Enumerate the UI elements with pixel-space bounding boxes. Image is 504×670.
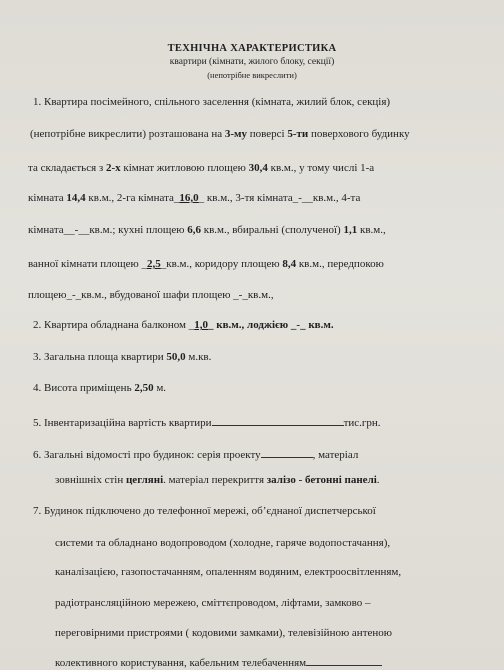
value-blank [212,414,344,426]
corridor-value: 8,4 [282,258,297,270]
document-note: (непотрібне викреслити) [207,70,297,80]
p1-line3: та складається з 2-х кімнат житловою площею 30,4 кв.м., у тому числі 1-а [28,162,375,174]
p1-line1: 1. Квартира посімейного, спільного заселення (кімната, жилий блок, секція) [33,96,391,108]
p7-line2: системи та обладнано водопроводом (холодне, гаряче водопостачання), [55,537,391,549]
p5-line: 5. Інвентаризаційна вартість квартири тис.грн. [33,414,381,429]
kitchen-value: 6,6 [187,224,201,236]
p7-line1: 7. Будинок підключено до телефонної мережі, об’єднаної диспетчерської [33,505,376,517]
rooms-value: 2-х [105,162,121,174]
height-value: 2,50 [134,382,154,394]
p1-line4: кімната 14,4 кв.м., 2-га кімната_16,0_ кв.м., 3-тя кімната_-__кв.м., 4-та [28,192,361,204]
room2-value: 16,0 [179,192,199,204]
slabs-value: залізо - бетонні панелі [266,474,377,486]
p7-line5: переговірними пристроями ( кодовими замками), телевізійною антеною [55,627,392,639]
living-area-value: 30,4 [248,162,268,174]
p1-line6: ванної кімнати площею _2,5_кв.м., коридору площею 8,4 кв.м., передпокою [28,258,384,270]
p7-line6: колективного користування, кабельним телебаченням [55,654,382,669]
total-area-value: 50,0 [166,351,186,363]
document-subtitle: квартири (кімнати, жилого блоку, секції) [169,57,335,67]
room1-value: 14,4 [66,192,86,204]
floors-total-value: 5-ти [287,128,309,140]
p4-line: 4. Висота приміщень 2,50 м. [33,382,167,394]
p2-line: 2. Квартира обладнана балконом _1,0_ кв.м., лоджією _-_ кв.м. [33,319,334,331]
floor-value: 3-му [224,128,247,140]
p3-line: 3. Загальна площа квартири 50,0 м.кв. [33,351,212,363]
p1-line2: (непотрібне викреслити) розташована на 3-му поверсі 5-ти поверхового будинку [30,128,410,140]
p1-line5: кімната__-__кв.м.; кухні площею 6,6 кв.м., вбиральні (сполученої) 1,1 кв.м., [28,224,386,236]
p6-line2: зовнішніх стін цегляні. матеріал перекриття залізо - бетонні панелі. [55,474,380,486]
document-title: ТЕХНІЧНА ХАРАКТЕРИСТИКА [167,43,337,54]
p7-line4: радіотрансляційною мережею, сміттєпроводом, ліфтами, замково – [55,597,371,609]
series-blank [261,446,313,458]
cable-tv-blank [306,654,382,666]
balcony-value: 1,0 [194,319,209,331]
p1-line7: площею_-_кв.м., вбудованої шафи площею _-_кв.м., [28,289,274,301]
p7-line3: каналізацією, газопостачанням, опаленням водяним, електроосвітленням, [55,566,402,578]
wc-value: 1,1 [343,224,358,236]
p6-line1: 6. Загальні відомості про будинок: серія проекту , матеріал [33,446,358,461]
walls-value: цегляні [125,474,164,486]
bath-value: 2,5 [147,258,161,270]
